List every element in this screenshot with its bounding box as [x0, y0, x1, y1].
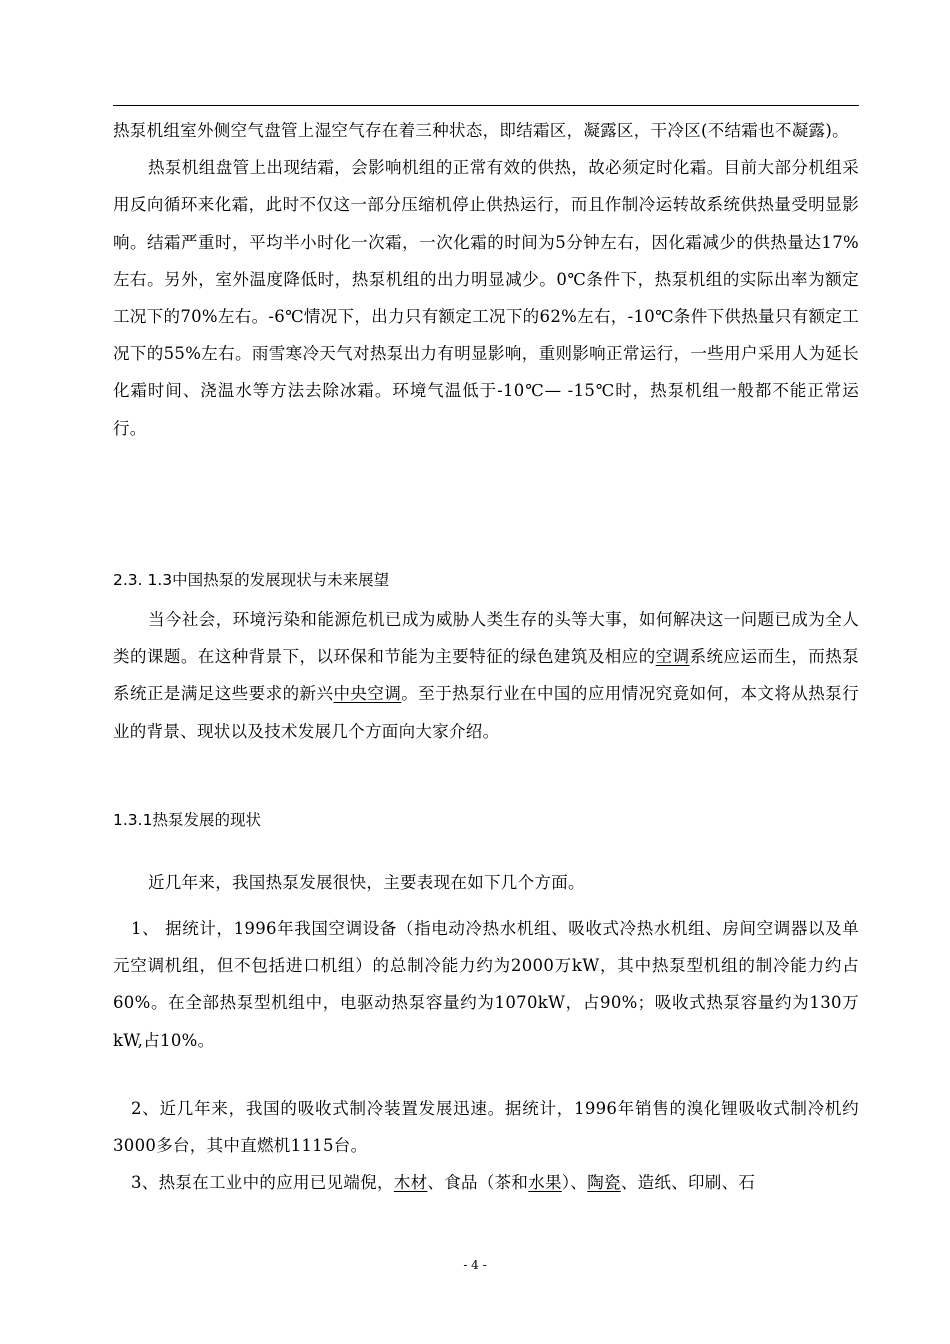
paragraph-frost-states: 热泵机组室外侧空气盘管上湿空气存在着三种状态，即结霜区，凝露区，干冷区(不结霜也不凝露)。	[113, 121, 849, 140]
list-block-2	[113, 1090, 859, 1202]
section-heading: 2.3. 1.3中国热泵的发展现状与未来展望	[113, 571, 390, 589]
paragraph-overview: 近几年来，我国热泵发展很快，主要表现在如下几个方面。	[148, 873, 585, 892]
list-block	[113, 910, 859, 1059]
text-span: 、造纸、印刷、石	[620, 1173, 756, 1193]
subsection-heading: 1.3.1热泵发展的现状	[113, 811, 261, 829]
section-text-block	[113, 112, 859, 447]
link-ceramics[interactable]: 陶瓷	[587, 1173, 621, 1193]
status-block	[113, 864, 859, 901]
paragraph-background	[113, 601, 859, 750]
text-span: 。至于热泵行业在中国的应用情况究竟如何，本文将从热泵行业的背景、现状以及技术发展几个方面向大家介绍。	[113, 684, 859, 741]
list-item-2: 2、近几年来，我国的吸收式制冷装置发展迅速。据统计，1996年销售的溴化锂吸收式制冷机约3000多台，其中直燃机1115台。	[113, 1099, 859, 1156]
link-fruit[interactable]: 水果	[528, 1173, 562, 1193]
text-span: 3、热泵在工业中的应用已见端倪，	[131, 1173, 394, 1193]
list-item-3	[113, 1164, 859, 1201]
link-central-air-conditioning[interactable]: 中央空调	[333, 684, 402, 704]
page-number: - 4 -	[463, 1258, 487, 1272]
text-span: 当今社会，环境污染和能源危机已成为威胁人类生存的头等大事，如何解决这一问题已成为全人类的课题。在这种背景下，以环保和节能为主要特征的绿色建筑及相应的	[113, 610, 859, 667]
text-span: ）、	[561, 1173, 588, 1193]
intro-block	[113, 601, 859, 750]
link-wood[interactable]: 木材	[393, 1173, 428, 1193]
paragraph-defrost-impact: 热泵机组盘管上出现结霜，会影响机组的正常有效的供热，故必须定时化霜。目前大部分机组采用反向循环来化霜，此时不仅这一部分压缩机停止供热运行，而且作制冷运转故系统供热量受明显影响。结霜严重时，平均半小时化一次霜，一次化霜的时间为5分钟左右，因化霜减少的供热量达17%左右。另外，室外温度降低时，热泵机组的出力明显减少。0℃条件下，热泵机组的实际出率为额定工况下的70%左右。-6℃情况下，出力只有额定工况下的62%左右，-10℃条件下供热量只有额定工况下的55%左右。雨雪寒冷天气对热泵出力有明显影响，重则影响正常运行，一些用户采用人为延长化霜时间、浇温水等方法去除冰霜。环境气温低于-10℃— -15℃时，热泵机组一般都不能正常运行。	[113, 158, 859, 438]
header-rule	[113, 105, 859, 106]
link-air-conditioning[interactable]: 空调	[655, 647, 690, 667]
text-span: 系统应运而生，而热泵系统正是满足这些要求的新兴	[113, 647, 859, 704]
text-span: 、食品（茶和	[427, 1173, 529, 1193]
list-item-1: 1、 据统计，1996年我国空调设备（指电动冷热水机组、吸收式冷热水机组、房间空调器以及单元空调机组，但不包括进口机组）的总制冷能力约为2000万kW，其中热泵型机组的制冷能力约占60%。在全部热泵型机组中，电驱动热泵容量约为1070kW，占90%；吸收式热泵容量约为130万kW,占10%。	[113, 919, 859, 1050]
